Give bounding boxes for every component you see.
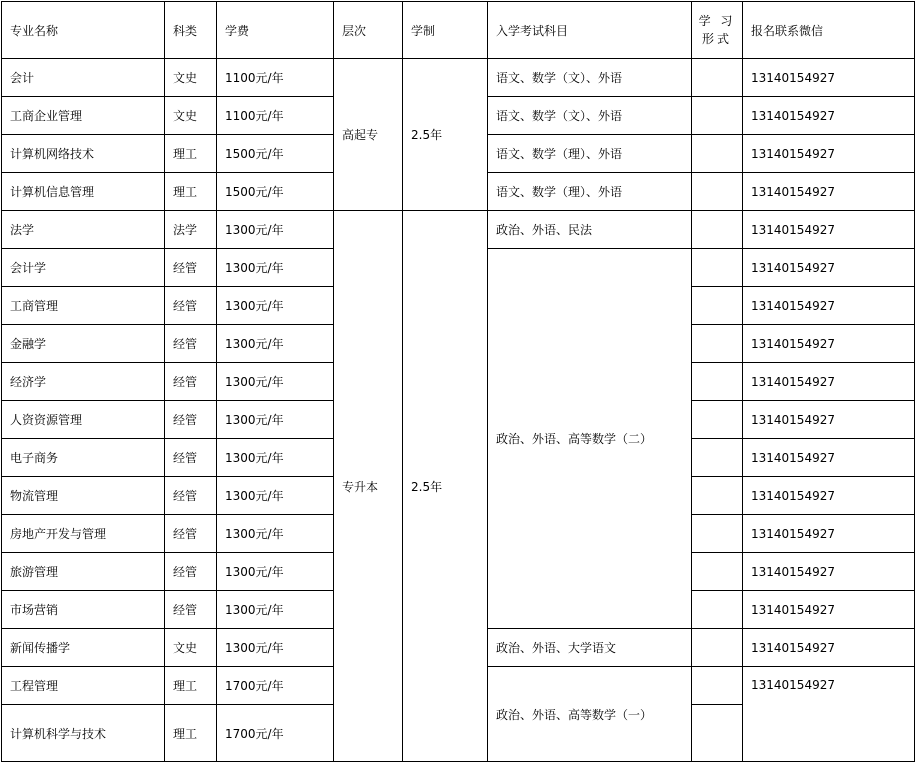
- tuition-cell: 1700元/年: [217, 667, 334, 705]
- major-cell: 工程管理: [2, 667, 165, 705]
- major-cell: 会计学: [2, 249, 165, 287]
- header-level: 层次: [334, 2, 403, 59]
- major-cell: 计算机网络技术: [2, 135, 165, 173]
- major-cell: 旅游管理: [2, 553, 165, 591]
- category-cell: 经管: [165, 249, 217, 287]
- wechat-cell: 13140154927: [743, 135, 915, 173]
- wechat-cell: 13140154927: [743, 477, 915, 515]
- major-cell: 市场营销: [2, 591, 165, 629]
- study-form-cell: [692, 249, 743, 287]
- major-cell: 房地产开发与管理: [2, 515, 165, 553]
- header-duration: 学制: [403, 2, 488, 59]
- category-cell: 文史: [165, 629, 217, 667]
- category-cell: 经管: [165, 325, 217, 363]
- tuition-cell: 1300元/年: [217, 211, 334, 249]
- category-cell: 理工: [165, 705, 217, 762]
- exam-cell: 语文、数学（理）、外语: [488, 135, 692, 173]
- category-cell: 理工: [165, 173, 217, 211]
- header-study-form: 学 习 形式: [692, 2, 743, 59]
- wechat-cell: 13140154927: [743, 553, 915, 591]
- major-cell: 金融学: [2, 325, 165, 363]
- category-cell: 文史: [165, 59, 217, 97]
- exam-cell: 语文、数学（文）、外语: [488, 59, 692, 97]
- study-form-cell: [692, 363, 743, 401]
- category-cell: 经管: [165, 287, 217, 325]
- study-form-cell: [692, 59, 743, 97]
- tuition-cell: 1300元/年: [217, 363, 334, 401]
- category-cell: 法学: [165, 211, 217, 249]
- wechat-cell: 13140154927: [743, 249, 915, 287]
- tuition-cell: 1100元/年: [217, 59, 334, 97]
- study-form-cell: [692, 401, 743, 439]
- level-cell-zsb: 专升本: [334, 211, 403, 762]
- category-cell: 经管: [165, 553, 217, 591]
- tuition-cell: 1500元/年: [217, 135, 334, 173]
- category-cell: 文史: [165, 97, 217, 135]
- table-row: [2, 211, 915, 249]
- wechat-cell: 13140154927: [743, 59, 915, 97]
- tuition-cell: 1300元/年: [217, 325, 334, 363]
- tuition-cell: 1300元/年: [217, 515, 334, 553]
- category-cell: 经管: [165, 477, 217, 515]
- exam-cell: 语文、数学（文）、外语: [488, 97, 692, 135]
- major-cell: 人资资源管理: [2, 401, 165, 439]
- study-form-cell: [692, 211, 743, 249]
- level-cell-gqz: 高起专: [334, 59, 403, 211]
- major-cell: 工商企业管理: [2, 97, 165, 135]
- major-cell: 计算机信息管理: [2, 173, 165, 211]
- category-cell: 经管: [165, 363, 217, 401]
- exam-cell: 语文、数学（理）、外语: [488, 173, 692, 211]
- category-cell: 理工: [165, 667, 217, 705]
- wechat-cell: 13140154927: [743, 97, 915, 135]
- exam-cell-math2: 政治、外语、高等数学（二）: [488, 249, 692, 629]
- tuition-cell: 1300元/年: [217, 249, 334, 287]
- major-cell: 计算机科学与技术: [2, 705, 165, 762]
- major-cell: 会计: [2, 59, 165, 97]
- major-cell: 经济学: [2, 363, 165, 401]
- tuition-cell: 1700元/年: [217, 705, 334, 762]
- duration-cell-zsb: 2.5年: [403, 211, 488, 762]
- wechat-cell: 13140154927: [743, 211, 915, 249]
- study-form-cell: [692, 667, 743, 705]
- major-cell: 电子商务: [2, 439, 165, 477]
- tuition-cell: 1300元/年: [217, 287, 334, 325]
- study-form-cell: [692, 477, 743, 515]
- wechat-cell: 13140154927: [743, 515, 915, 553]
- category-cell: 经管: [165, 515, 217, 553]
- study-form-cell: [692, 173, 743, 211]
- tuition-cell: 1300元/年: [217, 629, 334, 667]
- study-form-cell: [692, 515, 743, 553]
- tuition-cell: 1100元/年: [217, 97, 334, 135]
- exam-cell: 政治、外语、民法: [488, 211, 692, 249]
- wechat-cell: 13140154927: [743, 439, 915, 477]
- study-form-cell: [692, 629, 743, 667]
- tuition-cell: 1300元/年: [217, 591, 334, 629]
- header-row: [2, 2, 915, 59]
- tuition-cell: 1300元/年: [217, 477, 334, 515]
- tuition-cell: 1300元/年: [217, 553, 334, 591]
- tuition-cell: 1500元/年: [217, 173, 334, 211]
- major-cell: 物流管理: [2, 477, 165, 515]
- category-cell: 理工: [165, 135, 217, 173]
- header-exam-subjects: 入学考试科目: [488, 2, 692, 59]
- wechat-cell: 13140154927: [743, 629, 915, 667]
- category-cell: 经管: [165, 439, 217, 477]
- wechat-cell: 13140154927: [743, 325, 915, 363]
- wechat-cell: 13140154927: [743, 287, 915, 325]
- header-category: 科类: [165, 2, 217, 59]
- table-row: [2, 59, 915, 97]
- header-major: 专业名称: [2, 2, 165, 59]
- admissions-table: [1, 1, 915, 762]
- study-form-cell: [692, 553, 743, 591]
- tuition-cell: 1300元/年: [217, 439, 334, 477]
- tuition-cell: 1300元/年: [217, 401, 334, 439]
- header-wechat: 报名联系微信: [743, 2, 915, 59]
- major-cell: 新闻传播学: [2, 629, 165, 667]
- wechat-cell: 13140154927: [743, 173, 915, 211]
- study-form-cell: [692, 705, 743, 762]
- study-form-cell: [692, 97, 743, 135]
- wechat-cell: 13140154927: [743, 667, 915, 762]
- category-cell: 经管: [165, 591, 217, 629]
- exam-cell: 政治、外语、大学语文: [488, 629, 692, 667]
- study-form-cell: [692, 325, 743, 363]
- category-cell: 经管: [165, 401, 217, 439]
- duration-cell-gqz: 2.5年: [403, 59, 488, 211]
- wechat-cell: 13140154927: [743, 591, 915, 629]
- study-form-cell: [692, 439, 743, 477]
- study-form-cell: [692, 591, 743, 629]
- wechat-cell: 13140154927: [743, 401, 915, 439]
- major-cell: 法学: [2, 211, 165, 249]
- wechat-cell: 13140154927: [743, 363, 915, 401]
- header-tuition: 学费: [217, 2, 334, 59]
- major-cell: 工商管理: [2, 287, 165, 325]
- study-form-cell: [692, 287, 743, 325]
- exam-cell-math1: 政治、外语、高等数学（一）: [488, 667, 692, 762]
- study-form-cell: [692, 135, 743, 173]
